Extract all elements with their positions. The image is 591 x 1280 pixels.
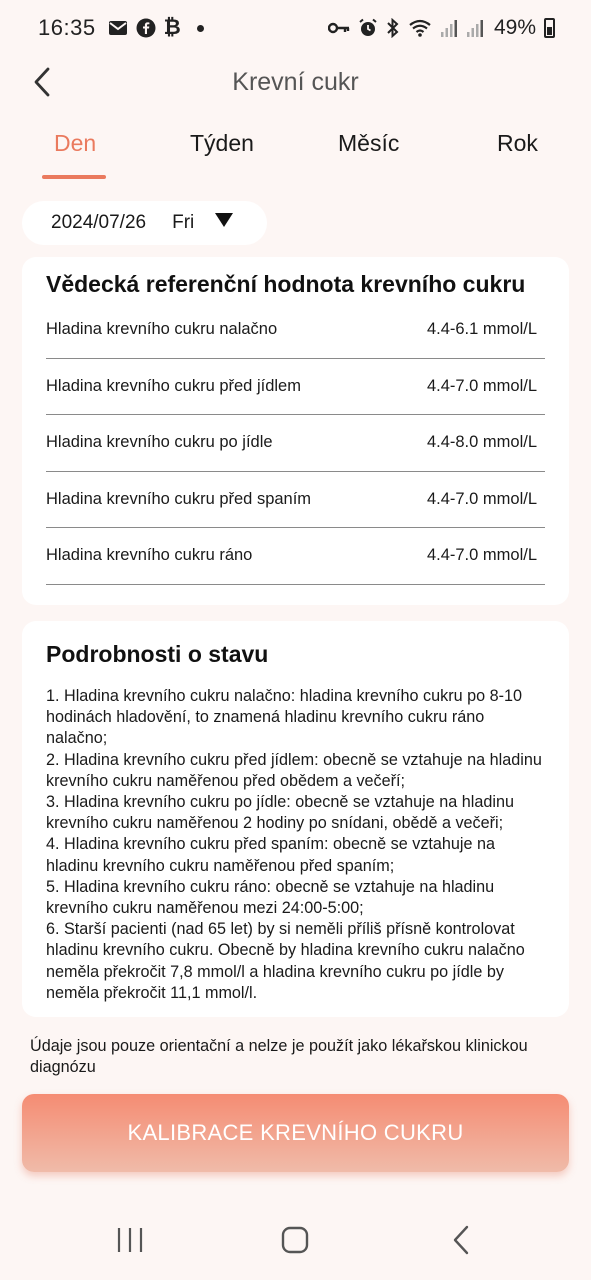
reference-card-title: Vědecká referenční hodnota krevního cukru: [46, 271, 526, 297]
tab-month[interactable]: Měsíc: [338, 130, 400, 156]
status-time: 16:35: [38, 15, 96, 40]
reference-row: [46, 359, 545, 416]
reference-row: [46, 415, 545, 472]
active-tab-indicator: [42, 175, 106, 179]
detail-item: 2. Hladina krevního cukru před jídlem: obecně se vztahuje na hladinu krevního cukru naměřenou před obědem a večeří;: [46, 750, 542, 790]
back-icon: [452, 1225, 470, 1255]
battery-icon: [544, 18, 555, 38]
wifi-icon: [408, 18, 432, 38]
tab-year[interactable]: Rok: [497, 130, 538, 156]
reference-label: Hladina krevního cukru po jídle: [46, 433, 273, 452]
detail-item: 3. Hladina krevního cukru po jídle: obecně se vztahuje na hladinu krevního cukru naměřenou 2 hodiny po snídani, obědě a večeři;: [46, 793, 514, 833]
detail-item: 6. Starší pacienti (nad 65 let) by si neměli příliš přísně kontrolovat hladinu krevního cukru. Obecně by hladina krevního cukru nalačno neměla překročit 7,8 mmol/l a hladina krevního cukru po jídle by neměla překročit 11,1 mmol/l.: [46, 920, 525, 1002]
facebook-icon: [136, 18, 156, 38]
header: [0, 56, 591, 108]
reference-label: Hladina krevního cukru nalačno: [46, 320, 278, 339]
reference-label: Hladina krevního cukru před jídlem: [46, 376, 301, 395]
signal-icon-2: [466, 18, 484, 38]
condition-details-card: [22, 621, 569, 1017]
page-title: Krevní cukr: [232, 67, 359, 96]
system-back-button[interactable]: [436, 1222, 486, 1258]
detail-item: 4. Hladina krevního cukru před spaním: obecně se vztahuje na hladinu krevního cukru naměřenou před spaním;: [46, 835, 496, 875]
recent-apps-button[interactable]: [105, 1222, 155, 1258]
system-nav-bar: [0, 1208, 591, 1272]
chevron-left-icon: [32, 67, 52, 97]
reference-row: [46, 528, 545, 585]
reference-label: Hladina krevního cukru ráno: [46, 546, 253, 565]
status-right: [328, 16, 555, 40]
battery-percent: 49%: [493, 16, 536, 39]
key-icon: [328, 21, 350, 35]
back-button[interactable]: [22, 62, 62, 102]
details-card-title: Podrobnosti o stavu: [46, 641, 269, 667]
date-day: Fri: [172, 212, 195, 233]
home-icon: [281, 1226, 309, 1254]
date-selector[interactable]: [22, 201, 267, 245]
recent-apps-icon: [116, 1227, 144, 1253]
period-tabs: [0, 130, 591, 180]
calibrate-button-label: KALIBRACE KREVNÍHO CUKRU: [127, 1120, 464, 1145]
tab-week[interactable]: Týden: [190, 130, 254, 156]
reference-value: 4.4-7.0 mmol/L: [426, 376, 537, 395]
bitcoin-icon: ₿: [163, 16, 181, 39]
reference-row: [46, 302, 545, 359]
signal-icon: [440, 18, 458, 38]
status-left: [38, 15, 204, 41]
detail-item: 5. Hladina krevního cukru ráno: obecně se vztahuje na hladinu krevního cukru naměřenou mezi 24:00-5:00;: [46, 877, 495, 918]
date-value: 2024/07/26: [51, 212, 147, 233]
dot-icon: [197, 25, 204, 32]
reference-value: 4.4-7.0 mmol/L: [426, 546, 537, 565]
reference-value: 4.4-7.0 mmol/L: [426, 489, 537, 508]
home-button[interactable]: [270, 1222, 320, 1258]
reference-value: 4.4-8.0 mmol/L: [426, 433, 537, 452]
caret-down-icon: [214, 212, 234, 234]
bluetooth-icon: [386, 18, 400, 38]
mail-icon: [108, 20, 128, 36]
detail-item: 1. Hladina krevního cukru nalačno: hladina krevního cukru po 8-10 hodinách hladovění, to znamená hladinu krevního cukru ráno nalačno;: [46, 687, 523, 748]
alarm-icon: [358, 18, 378, 38]
reference-list: [46, 302, 545, 585]
reference-label: Hladina krevního cukru před spaním: [46, 489, 312, 508]
details-text: [46, 686, 545, 1004]
tab-day[interactable]: Den: [54, 130, 97, 156]
reference-values-card: [22, 257, 569, 605]
status-bar: [0, 0, 591, 56]
reference-value: 4.4-6.1 mmol/L: [426, 320, 537, 339]
reference-row: [46, 472, 545, 529]
calibrate-blood-sugar-button[interactable]: [22, 1094, 569, 1172]
disclaimer-text: Údaje jsou pouze orientační a nelze je použít jako lékařskou klinickou diagnózu: [30, 1037, 528, 1076]
